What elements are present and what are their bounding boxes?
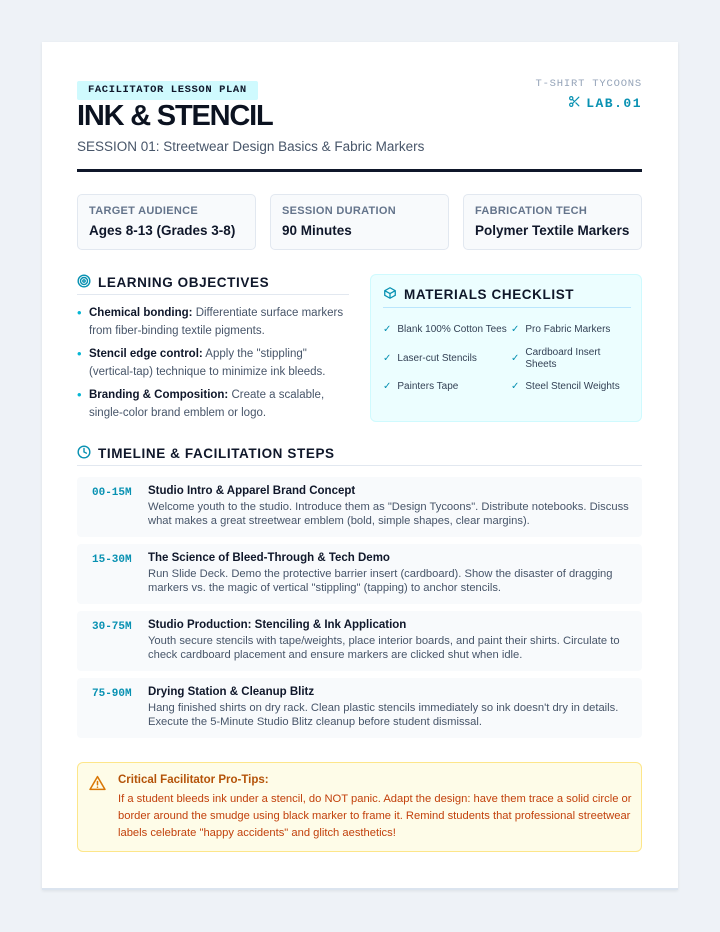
brand-block — [535, 78, 642, 112]
stat-value: 90 Minutes — [282, 223, 352, 238]
objectives-heading — [77, 274, 269, 291]
step-time: 15-30M — [92, 554, 132, 566]
checklist-item: ✓ Steel Stencil Weights — [511, 381, 620, 393]
step-time: 00-15M — [92, 487, 132, 499]
clock-icon — [77, 445, 91, 462]
timeline-heading — [77, 445, 335, 462]
stat-value: Ages 8-13 (Grades 3-8) — [89, 223, 236, 238]
warning-icon — [89, 775, 106, 796]
checklist-item: ✓ Painters Tape — [383, 381, 459, 393]
pro-tips-callout — [77, 762, 642, 852]
brand-lab-label: LAB.01 — [586, 96, 642, 111]
timeline-step — [77, 611, 642, 671]
check-icon: ✓ — [511, 352, 520, 364]
timeline-step — [77, 678, 642, 738]
scissors-icon — [568, 95, 581, 112]
materials-grid — [383, 319, 633, 398]
stat-label: FABRICATION TECH — [475, 205, 588, 217]
timeline-step — [77, 477, 642, 537]
brand-lab — [535, 95, 642, 112]
checklist-item: ✓ Pro Fabric Markers — [511, 324, 611, 336]
materials-heading — [383, 286, 574, 303]
stat-card — [270, 194, 449, 250]
check-icon: ✓ — [511, 381, 520, 393]
step-description: Youth secure stencils with tape/weights, place interior boards, and paint their shirts. Circulate to check cardboard placement and ensure markers are clicked shut when idle. — [148, 635, 620, 661]
objectives-list — [77, 304, 349, 427]
doc-type-badge: FACILITATOR LESSON PLAN — [77, 81, 258, 100]
stat-card — [77, 194, 256, 250]
list-item: • Branding & Composition: Create a scalable, single-color brand emblem or logo. — [77, 387, 325, 419]
step-title: The Science of Bleed-Through & Tech Demo — [148, 552, 390, 564]
lesson-plan-page — [42, 42, 678, 890]
target-icon — [77, 274, 91, 291]
stats-row — [77, 194, 642, 250]
checklist-item: ✓ Blank 100% Cotton Tees — [383, 324, 507, 336]
header-divider — [77, 169, 642, 172]
checklist-item: ✓ Cardboard Insert Sheets — [511, 347, 601, 370]
timeline-divider — [77, 465, 642, 466]
timeline-step — [77, 544, 642, 604]
step-title: Studio Intro & Apparel Brand Concept — [148, 485, 356, 497]
timeline-list — [77, 477, 642, 745]
objectives-heading-label: LEARNING OBJECTIVES — [98, 275, 270, 290]
step-time: 30-75M — [92, 621, 132, 633]
materials-heading-label: MATERIALS CHECKLIST — [404, 287, 575, 302]
stat-label: SESSION DURATION — [282, 205, 396, 217]
materials-panel — [370, 274, 642, 422]
stat-label: TARGET AUDIENCE — [89, 205, 198, 217]
check-icon: ✓ — [383, 381, 392, 393]
checklist-item: ✓ Laser-cut Stencils — [383, 352, 477, 364]
timeline-heading-label: TIMELINE & FACILITATION STEPS — [98, 446, 335, 461]
objectives-divider — [77, 294, 349, 295]
step-title: Studio Production: Stenciling & Ink Application — [148, 619, 407, 631]
page-subtitle: SESSION 01: Streetwear Design Basics & Fabric Markers — [77, 139, 425, 154]
check-icon: ✓ — [511, 324, 520, 336]
stat-value: Polymer Textile Markers — [475, 223, 630, 238]
brand-name: T-SHIRT TYCOONS — [535, 78, 642, 90]
box-icon — [383, 286, 397, 303]
check-icon: ✓ — [383, 324, 392, 336]
step-title: Drying Station & Cleanup Blitz — [148, 686, 315, 698]
check-icon: ✓ — [383, 352, 392, 364]
list-item: • Chemical bonding: Differentiate surface markers from fiber-binding textile pigments. — [77, 305, 344, 337]
step-description: Run Slide Deck. Demo the protective barrier insert (cardboard). Show the disaster of dragging markers vs. the magic of vertical "stippling" (tapping) to anchor stencils. — [148, 568, 613, 594]
materials-divider — [383, 307, 631, 308]
pro-tips-text: If a student bleeds ink under a stencil, do NOT panic. Adapt the design: have them trace a solid circle or border around the smudge using black marker to frame it. Remind students that professional streetwear labels celebrate "happy accidents" and glitch aesthetics! — [118, 793, 632, 839]
page-title: INK & STENCIL — [77, 100, 273, 132]
step-time: 75-90M — [92, 688, 132, 700]
pro-tips-title: Critical Facilitator Pro-Tips: — [118, 774, 269, 786]
step-description: Welcome youth to the studio. Introduce them as "Design Tycoons". Distribute notebooks. Discuss what makes a great streetwear emblem (bold, simple shapes, clear margins). — [148, 501, 629, 527]
step-description: Hang finished shirts on dry rack. Clean plastic stencils immediately so ink doesn't dry in details. Execute the 5-Minute Studio Blitz cleanup before student dismissal. — [148, 702, 619, 728]
stat-card — [463, 194, 642, 250]
list-item: • Stencil edge control: Apply the "stippling" (vertical-tap) technique to minimize ink bleeds. — [77, 346, 326, 378]
